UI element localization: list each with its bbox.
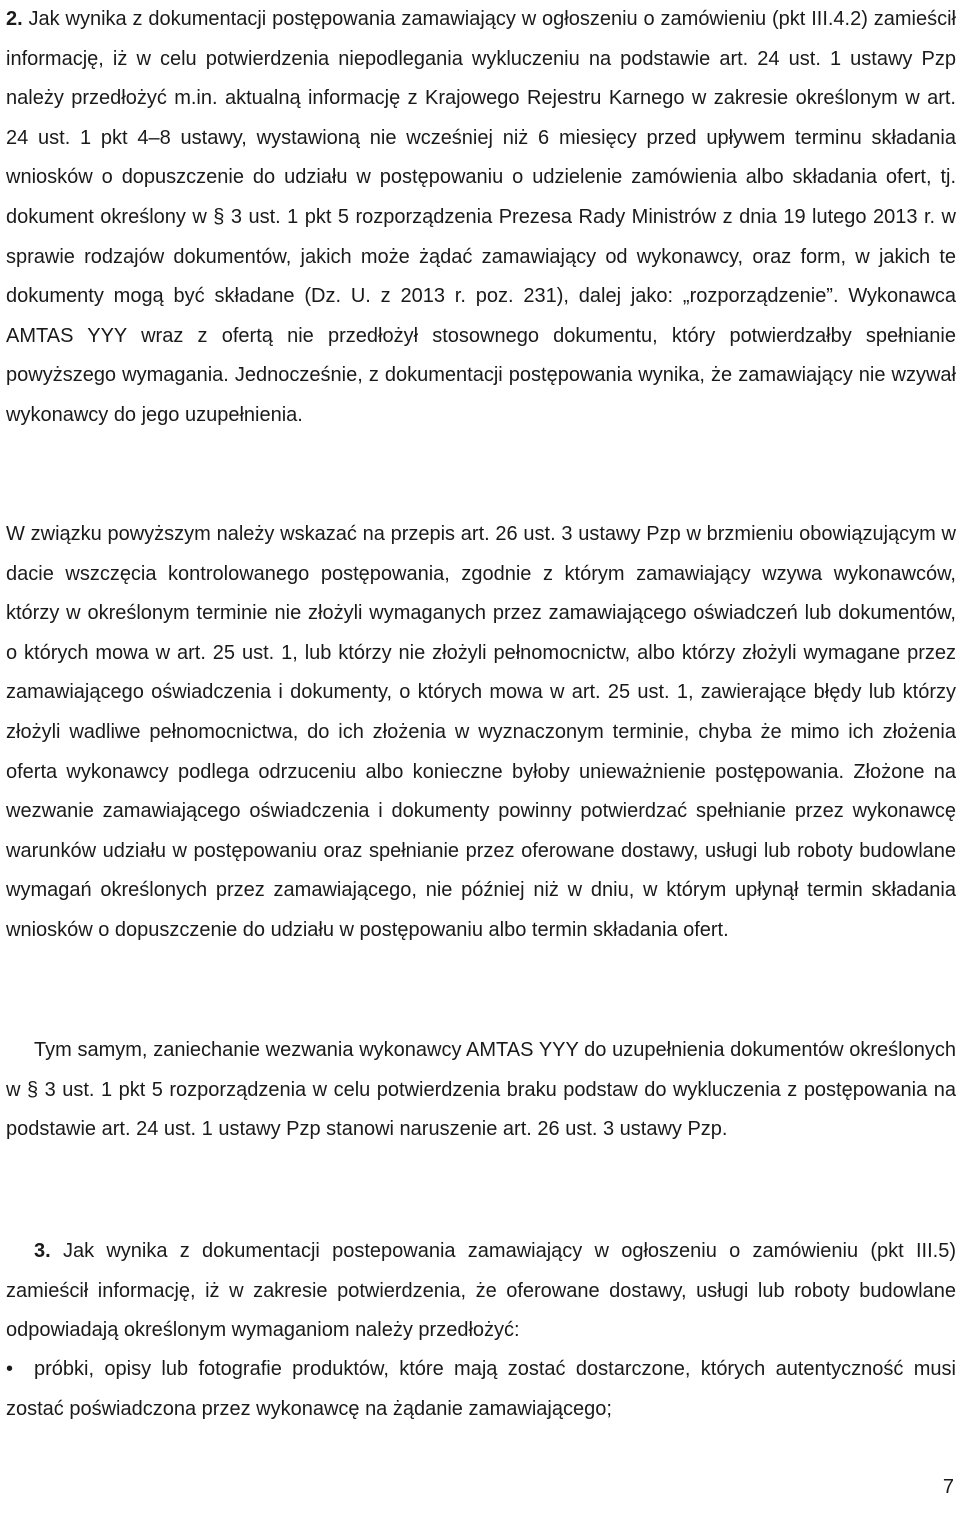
paragraph-conclusion: Tym samym, zaniechanie wezwania wykonawcy AMTAS YYY do uzupełnienia dokumentów określonych w § 3 ust. 1 pkt 5 rozporządzenia w celu potwierdzenia braku podstaw do wykluczenia z postępowania na podstawie art. 24 ust. 1 ustawy Pzp stanowi naruszenie art. 26 ust. 3 ustawy Pzp.	[6, 1039, 956, 1141]
section-3-text: Jak wynika z dokumentacji postepowania zamawiający w ogłoszeniu o zamówieniu (pkt III.5) zamieścił informację, iż w zakresie potwierdzenia, że oferowane dostawy, usługi lub roboty budowlane odpowiadają określonym wymaganiom należy przedłożyć:	[6, 1240, 956, 1342]
bullet-text: próbki, opisy lub fotografie produktów, które mają zostać dostarczone, których autentyczność musi zostać poświadczona przez wykonawcę na żądanie zamawiającego;	[6, 1358, 956, 1420]
section-2-text: Jak wynika z dokumentacji postępowania zamawiający w ogłoszeniu o zamówieniu (pkt III.4.2) zamieścił informację, iż w celu potwierdzenia niepodlegania wykluczeniu na podstawie art. 24 ust. 1 ustawy Pzp należy przedłożyć m.in. aktualną informację z Krajowego Rejestru Karnego w zakresie określonym w art. 24 ust. 1 pkt 4–8 ustawy, wystawioną nie wcześniej niż 6 miesięcy przed upływem terminu składania wniosków o dopuszczenie do udziału w postępowaniu o udzielenie zamówienia albo składania ofert, tj. dokument określony w § 3 ust. 1 pkt 5 rozporządzenia Prezesa Rady Ministrów z dnia 19 lutego 2013 r. w sprawie rodzajów dokumentów, jakich może żądać zamawiający od wykonawcy, oraz form, w jakich te dokumenty mogą być składane (Dz. U. z 2013 r. poz. 231), dalej jako: „rozporządzenie”. Wykonawca AMTAS YYY wraz z ofertą nie przedłożył stosownego dokumentu, który potwierdzałby spełnianie powyższego wymagania. Jednocześnie, z dokumentacji postępowania wynika, że zamawiający nie wzywał wykonawcy do jego uzupełnienia.	[6, 8, 956, 426]
section-2-paragraph	[6, 0, 956, 436]
page-number: 7	[942, 1476, 954, 1498]
bullet-mark: •	[6, 1358, 14, 1380]
bullet-list-item	[6, 1350, 956, 1429]
section-3-number: 3.	[34, 1240, 51, 1262]
paragraph-art-26: W związku powyższym należy wskazać na przepis art. 26 ust. 3 ustawy Pzp w brzmieniu obowiązującym w dacie wszczęcia kontrolowanego postępowania, zgodnie z którym zamawiający wzywa wykonawców, którzy w określonym terminie nie złożyli wymaganych przez zamawiającego oświadczeń lub dokumentów, o których mowa w art. 25 ust. 1, lub którzy nie złożyli pełnomocnictw, albo którzy złożyli wymagane przez zamawiającego oświadczenia i dokumenty, o których mowa w art. 25 ust. 1, zawierające błędy lub którzy złożyli wadliwe pełnomocnictwa, do ich złożenia w wyznaczonym terminie, chyba że mimo ich złożenia oferta wykonawcy podlega odrzuceniu albo konieczne byłoby unieważnienie postępowania. Złożone na wezwanie zamawiającego oświadczenia i dokumenty powinny potwierdzać spełnianie przez wykonawcę warunków udziału w postępowaniu oraz spełnianie przez oferowane dostawy, usługi lub roboty budowlane wymagań określonych przez zamawiającego, nie później niż w dniu, w którym upłynął termin składania wniosków o dopuszczenie do udziału w postępowaniu albo termin składania ofert.	[6, 523, 956, 941]
section-3-paragraph	[6, 1232, 956, 1351]
section-2-number: 2.	[6, 8, 23, 30]
